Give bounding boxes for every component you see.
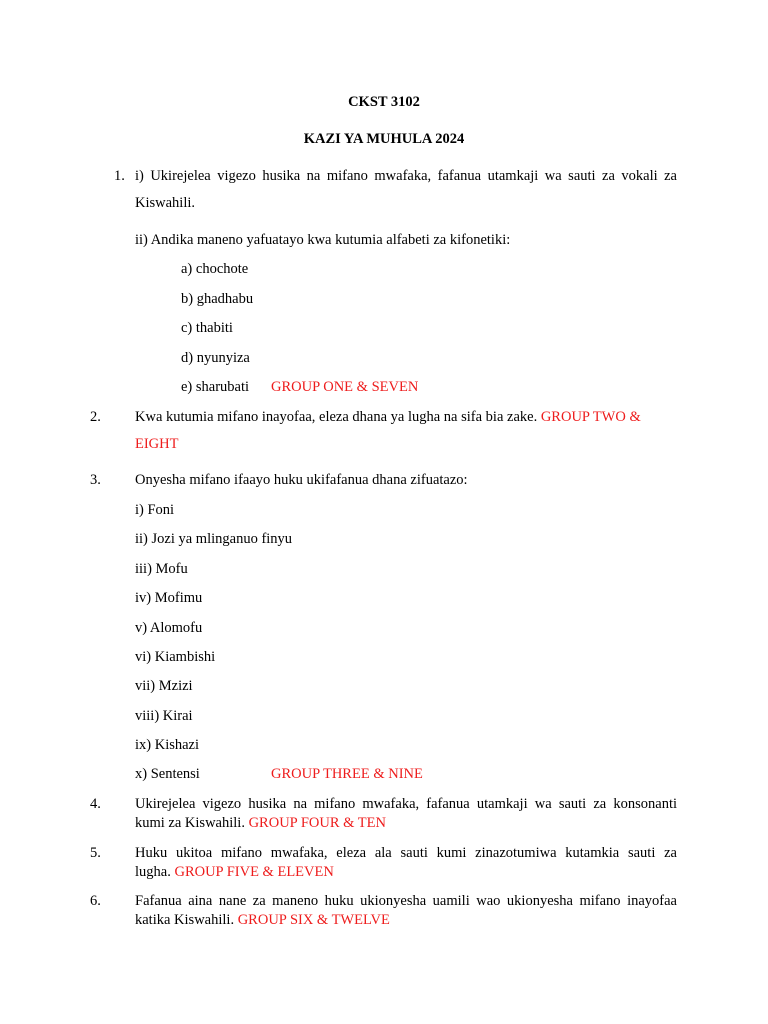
group-assignment: GROUP ONE & SEVEN [271,379,419,395]
list-item: c) thabiti [181,320,233,336]
list-item: i) Foni [135,502,175,518]
list-item: ix) Kishazi [135,737,200,753]
list-item: ii) Jozi ya mlinganuo finyu [135,531,293,547]
question-number: 3. [90,472,101,488]
question-number: 2. [90,409,101,425]
list-item: vii) Mzizi [135,678,193,694]
course-code: CKST 3102 [348,94,420,110]
question-text: kumi za Kiswahili. GROUP FOUR & TEN [135,815,386,831]
question-text: lugha. GROUP FIVE & ELEVEN [135,864,334,880]
document-title: KAZI YA MUHULA 2024 [303,131,465,147]
group-assignment: GROUP TWO & [540,409,641,425]
question-text: Ukirejelea vigezo husika na mifano mwafaka, fafanua utamkaji wa sauti za konsonanti [135,796,677,812]
question-text: i) Ukirejelea vigezo husika na mifano mwafaka, fafanua utamkaji wa sauti za vokali za [135,168,677,184]
question-subpart: ii) Andika maneno yafuatayo kwa kutumia alfabeti za kifonetiki: [135,232,511,248]
question-text: Onyesha mifano ifaayo huku ukifafanua dhana zifuatazo: [135,472,468,488]
question-number: 6. [90,893,101,909]
list-item: x) Sentensi [135,766,200,782]
question-text: Kwa kutumia mifano inayofaa, eleza dhana ya lugha na sifa bia zake. GROUP TWO & [135,409,641,425]
list-item: iii) Mofu [135,561,188,577]
group-assignment: EIGHT [135,436,179,452]
question-text: Kiswahili. [135,195,196,211]
question-number: 1. [114,168,125,184]
group-assignment: GROUP FIVE & ELEVEN [174,864,334,880]
group-assignment: GROUP SIX & TWELVE [237,912,390,928]
group-assignment: GROUP THREE & NINE [271,766,423,782]
group-assignment: GROUP FOUR & TEN [248,815,386,831]
list-item: vi) Kiambishi [135,649,216,665]
question-number: 5. [90,845,101,861]
list-item: a) chochote [181,261,249,277]
question-text: Huku ukitoa mifano mwafaka, eleza ala sauti kumi zinazotumiwa kutamkia sauti za [135,845,677,861]
list-item: b) ghadhabu [181,291,254,307]
list-item: viii) Kirai [135,708,193,724]
question-text: Fafanua aina nane za maneno huku ukionyesha uamili wao ukionyesha mifano inayofaa [135,893,677,909]
list-item: v) Alomofu [135,620,203,636]
list-item: d) nyunyiza [181,350,250,366]
question-text: katika Kiswahili. GROUP SIX & TWELVE [135,912,390,928]
list-item: iv) Mofimu [135,590,203,606]
question-number: 4. [90,796,101,812]
list-item: e) sharubati [181,379,250,395]
